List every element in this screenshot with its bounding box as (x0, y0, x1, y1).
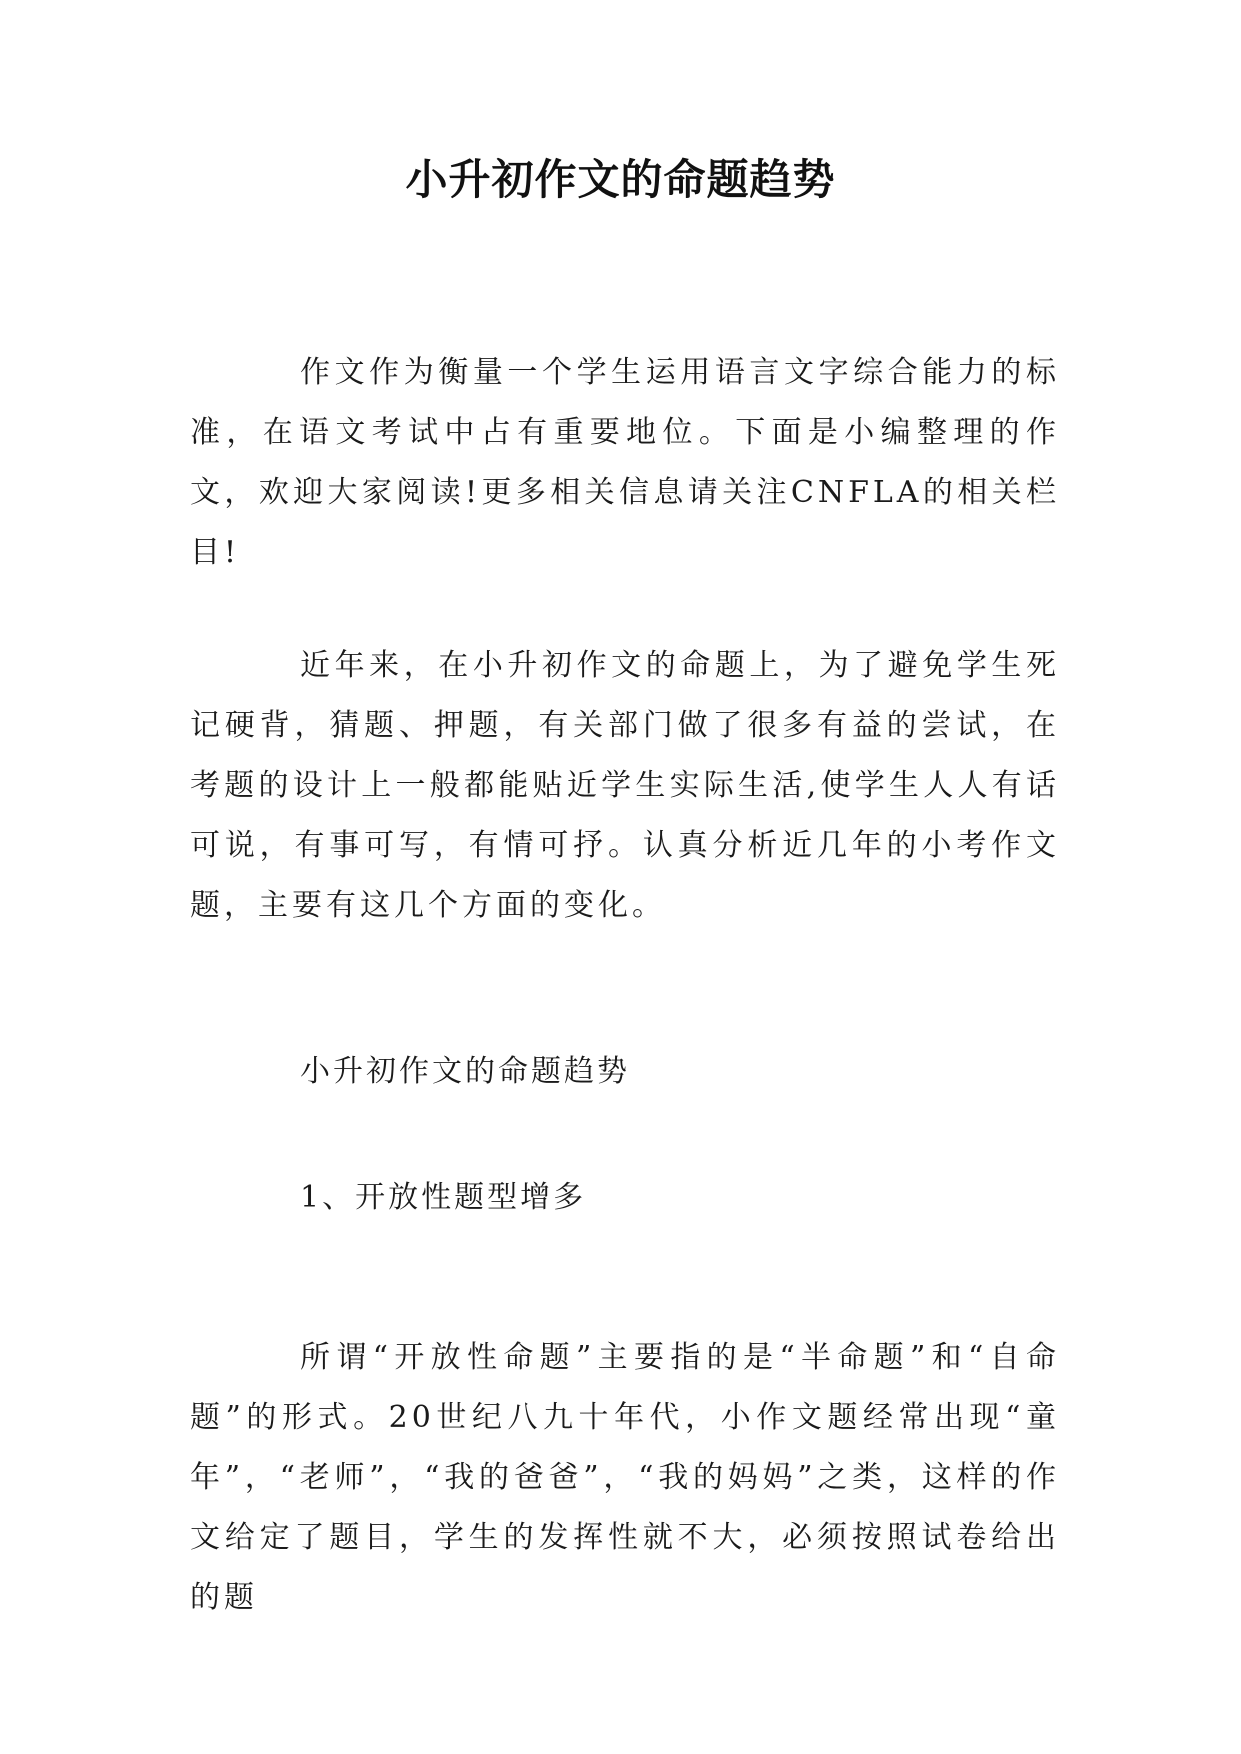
document-title: 小升初作文的命题趋势 (405, 155, 836, 204)
body-paragraph: 所谓“开放性命题”主要指的是“半命题”和“自命题”的形式。20世纪八九十年代，小作文题经常出现“童年”，“老师”，“我的爸爸”，“我的妈妈”之类，这样的作文给定了题目，学生的发挥性就不大，必须按照试卷给出的题 (190, 1340, 1060, 1615)
section-title: 小升初作文的命题趋势 (300, 1054, 630, 1089)
trend-overview-paragraph: 近年来，在小升初作文的命题上，为了避免学生死记硬背，猜题、押题，有关部门做了很多有益的尝试，在考题的设计上一般都能贴近学生实际生活,使学生人人有话可说，有事可写，有情可抒。认真分析近几年的小考作文题，主要有这几个方面的变化。 (190, 648, 1060, 923)
subsection-title: 1、开放性题型增多 (300, 1180, 587, 1215)
intro-paragraph: 作文作为衡量一个学生运用语言文字综合能力的标准，在语文考试中占有重要地位。下面是小编整理的作文，欢迎大家阅读!更多相关信息请关注CNFLA的相关栏目! (190, 355, 1060, 570)
